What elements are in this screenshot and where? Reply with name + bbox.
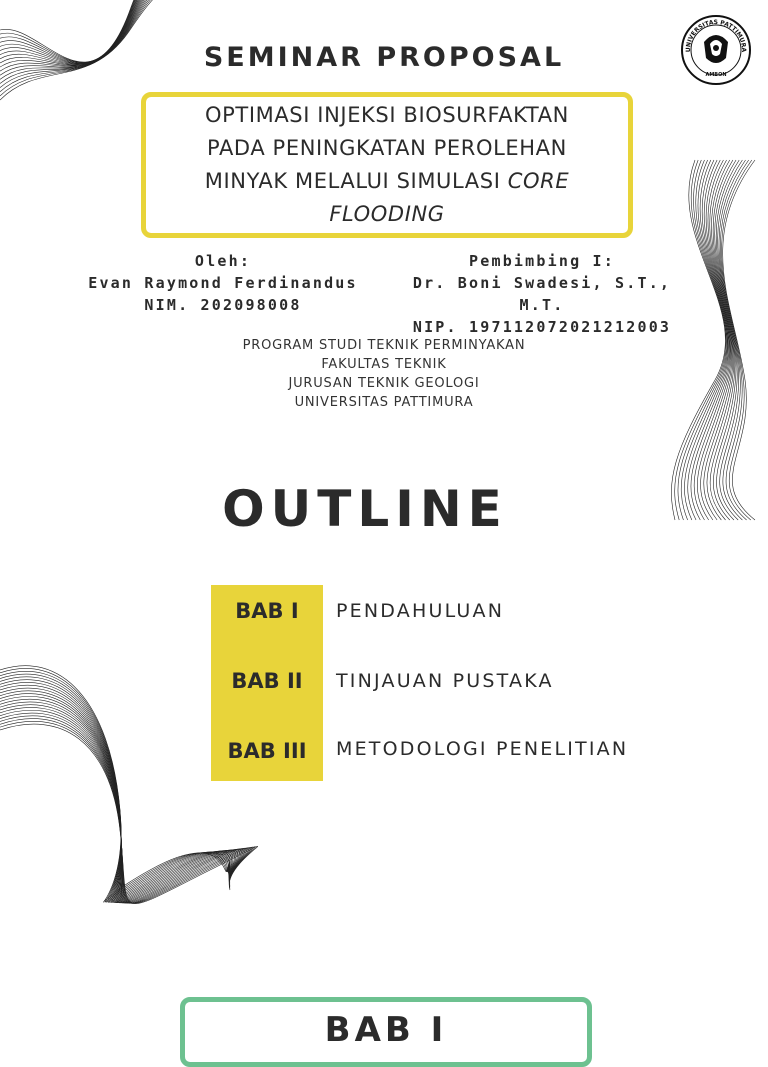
thesis-title-box [141,92,633,238]
author-nim: NIM. 202098008 [144,296,302,314]
institution-block [0,336,768,412]
study-program: PROGRAM STUDI TEKNIK PERMINYAKAN [242,338,526,353]
outline-title: OUTLINE [222,480,508,538]
advisor-nip: NIP. 197112072021212003 [412,318,672,336]
bab-label-3: BAB III [227,739,307,763]
logo-top-text: UNIVERSITAS PATTIMURA [684,18,748,53]
university: UNIVERSITAS PATTIMURA [294,395,474,410]
bab-label-1: BAB I [235,599,299,623]
topic-pendahuluan: PENDAHULUAN [336,600,505,622]
wave-decoration-bottom-left [0,660,230,1024]
bab-label-2: BAB II [231,669,303,693]
topic-tinjauan-pustaka: TINJAUAN PUSTAKA [336,670,554,692]
author-label: Oleh: [194,252,252,270]
wave-line [0,705,243,903]
title-line-1: OPTIMASI INJEKSI BIOSURFAKTAN [205,103,569,127]
advisor-label: Pembimbing I: [469,252,615,270]
topic-metodologi: METODOLOGI PENELITIAN [336,738,629,760]
advisor-name: Dr. Boni Swadesi, S.T., M.T. [412,274,672,314]
logo-bottom-text: AMBON [705,72,727,78]
next-section-label: BAB I [324,1010,448,1050]
title-line-3: MINYAK MELALUI SIMULASI [204,169,508,193]
author-block [88,250,358,316]
thesis-title [152,99,622,231]
title-line-4-italic: FLOODING [329,202,445,226]
title-line-3-italic: CORE [507,169,570,193]
department: JURUSAN TEKNIK GEOLOGI [288,376,480,391]
seminar-title: SEMINAR PROPOSAL [203,42,565,73]
bab-column [211,585,323,781]
advisor-block [392,250,692,338]
faculty: FAKULTAS TEKNIK [321,357,447,372]
author-name: Evan Raymond Ferdinandus [88,274,358,292]
title-line-2: PADA PENINGKATAN PEROLEHAN [207,136,567,160]
